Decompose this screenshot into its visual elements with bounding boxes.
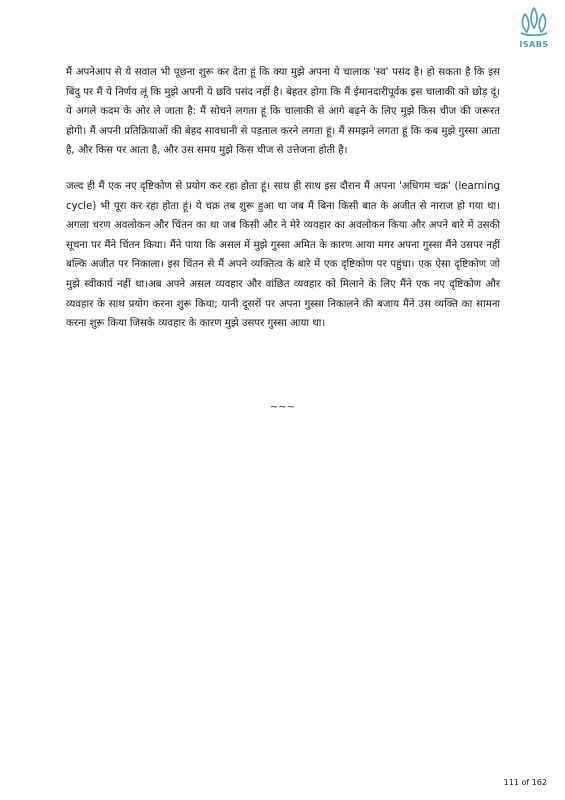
isabs-lotus-logo-icon xyxy=(517,5,551,39)
paragraph-2: जल्द ही मैं एक नए दृष्टिकोण से प्रयोग कर रहा होता हूं। साथ ही साथ इस दौरान मैं अपना 'अधिगम चक्र' (learning cycle) भी पूरा कर रहा होता हूं। ये चक्र तब शुरू हुआ था जब मैं बिना किसी बात के अजीत से नाराज हो गया था। अगला चरण अवलोकन और चिंतन का था जब किसी और ने मेरे व्यवहार का अवलोकन किया और अपने बारे में उसकी सूचना पर मैंने चिंतन किया। मैंने पाया कि असल में मुझे गुस्सा अमित के कारण आया मगर अपना गुस्सा मैंने उसपर नहीं बल्कि अजीत पर निकाला। इस चिंतन से मैं अपने व्यक्तित्व के बारे में एक दृष्टिकोण पर पहुंचा। एक ऐसा दृष्टिकोण जो मुझे स्वीकार्य नहीं था।अब अपने असल व्यवहार और वांछित व्यवहार को मिलाने के लिए मैंने एक नए दृष्टिकोण और व्यवहार के साथ प्रयोग करना शुरू किया; यानी दूसरों पर अपना गुस्सा निकालने की बजाय मैंने उस व्यक्ति का सामना करना शुरू किया जिसके व्यवहार के कारण मुझे उसपर गुस्सा आया था। xyxy=(66,180,500,330)
page-number: 111 of 162 xyxy=(503,778,547,787)
logo-text: ISABS xyxy=(519,40,549,49)
paragraph-1: मैं अपनेआप से ये सवाल भी पूछना शुरू कर देता हूं कि क्या मुझे अपना ये चालाक 'स्व' पसंद है। हो सकता है कि इस बिंदु पर मैं ये निर्णय लूं कि मुझे अपनी ये छवि पसंद नहीं है। बेहतर होगा कि मैं ईमानदारीपूर्वक इस चालाकी को छोड़ दूं। ये अगले कदम के ओर ले जाता है: मैं सोचने लगता हूं कि चालाकी से आगे बढ़ने के लिए मुझे किस चीज की जरूरत होगी। मैं अपनी प्रतिक्रियाओं की बेहद सावधानी से पड़ताल करने लगता हूं। मैं समझने लगता हूं कि कब मुझे गुस्सा आता है, और किस पर आता है, और उस समय मुझे किस चीज से उत्तेजना होती है। xyxy=(66,67,500,157)
section-separator: ~~~ xyxy=(269,402,296,413)
page-body xyxy=(66,63,500,350)
isabs-logo xyxy=(511,5,557,51)
